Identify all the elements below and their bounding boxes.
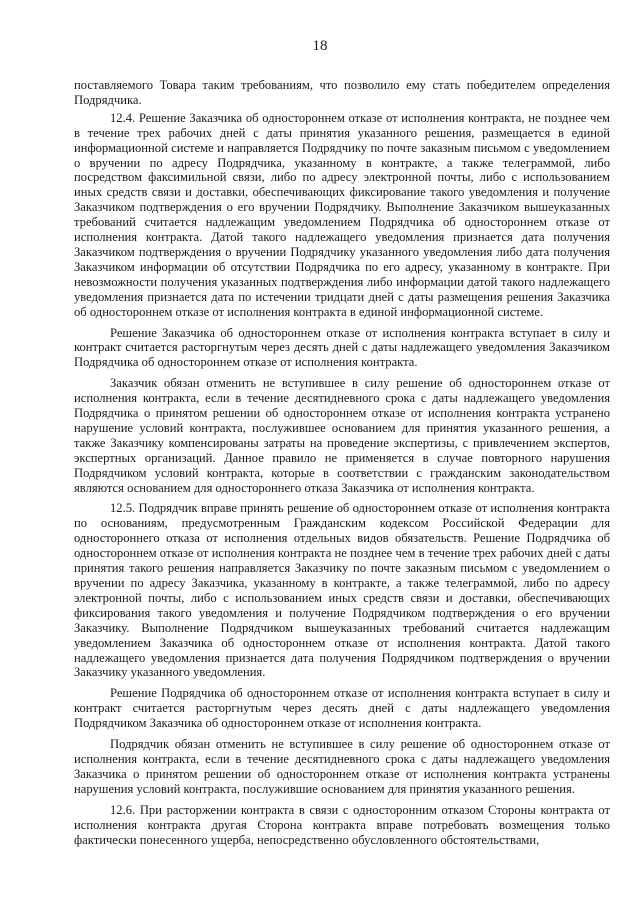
paragraph-contractor-refusal-effect: Решение Подрядчика об одностороннем отказе от исполнения контракта вступает в силу и контракт считается расторгнутым через десять дней с даты надлежащего уведомления Подрядчиком Заказчика об одностороннем отказе от исполнения контракта. [74,686,610,731]
paragraph-contractor-cancel-obligation: Подрядчик обязан отменить не вступившее в силу решение об одностороннем отказе от исполнения контракта, если в течение десятидневного срока с даты надлежащего уведомления Заказчика о принятом решении об одностороннем отказе от исполнения контракта устранены нарушения условий контракта, послужившие основанием для принятия указанного решения. [74,737,610,796]
page-number: 18 [312,38,328,54]
document-body [74,78,610,853]
paragraph-12-5: 12.5. Подрядчик вправе принять решение об одностороннем отказе от исполнения контракта по основаниям, предусмотренным Гражданским кодексом Российской Федерации для одностороннего отказа от исполнения отдельных видов обязательств. Решение Подрядчика об одностороннем отказе от исполнения контракта не позднее чем в течение трех рабочих дней с даты принятия такого решения направляется Заказчику по почте заказным письмом с уведомлением о вручении по адресу Заказчика, указанному в контракте, а также телеграммой, либо по адресу электронной почты, либо с использованием иных средств связи и доставки, обеспечивающих фиксирования такого уведомления и получение Подрядчиком подтверждения о его вручении Заказчику. Выполнение Подрядчиком вышеуказанных требований считается надлежащим уведомлением Заказчика об одностороннем отказе от исполнения контракта. Датой такого надлежащего уведомления признается дата получения Подрядчиком подтверждения о вручении Заказчику указанного уведомления. [74,501,610,680]
paragraph-continuation: поставляемого Товара таким требованиям, что позволило ему стать победителем определения Подрядчика. [74,78,610,107]
paragraph-12-4: 12.4. Решение Заказчика об одностороннем отказе от исполнения контракта, не позднее чем в течение трех рабочих дней с даты принятия указанного решения, размещается в единой информационной системе и направляется Подрядчику по почте заказным письмом с уведомлением о вручении по адресу Подрядчика, указанному в контракте, а также телеграммой, либо посредством факсимильной связи, либо по адресу электронной почты, либо с использованием иных средств связи и доставки, обеспечивающих фиксирование такого уведомления и получение Заказчиком подтверждения о его вручении Подрядчику. Выполнение Заказчиком вышеуказанных требований считается надлежащим уведомлением Подрядчика об одностороннем отказе от исполнения контракта. Датой такого надлежащего уведомления признается дата получения Заказчиком подтверждения о вручении Подрядчику указанного уведомления либо дата получения Заказчиком информации об отсутствии Подрядчика по его адресу, указанному в контракте. При невозможности получения указанных подтверждения либо информации датой такого надлежащего уведомления признается дата по истечении тридцати дней с даты размещения решения Заказчика об одностороннем отказе от исполнения контракта в единой информационной системе. [74,110,610,319]
paragraph-customer-cancel-obligation: Заказчик обязан отменить не вступившее в силу решение об одностороннем отказе от исполнения контракта, если в течение десятидневного срока с даты надлежащего уведомления Подрядчика о принятом решении об одностороннем отказе от исполнения контракта устранено нарушение условий контракта, послужившее основанием для принятия указанного решения, а также Заказчику компенсированы затраты на проведение экспертизы, с привлечением экспертов, экспертных организаций. Данное правило не применяется в случае повторного нарушения Подрядчиком условий контракта, которые в соответствии с гражданским законодательством являются основанием для одностороннего отказа Заказчика от исполнения контракта. [74,376,610,495]
paragraph-12-6: 12.6. При расторжении контракта в связи с односторонним отказом Стороны контракта от исполнения контракта другая Сторона контракта вправе потребовать возмещения только фактически понесенного ущерба, непосредственно обусловленного обстоятельствами, [74,802,610,847]
paragraph-customer-refusal-effect: Решение Заказчика об одностороннем отказе от исполнения контракта вступает в силу и контракт считается расторгнутым через десять дней с даты надлежащего уведомления Заказчиком Подрядчика об одностороннем отказе от исполнения контракта. [74,325,610,370]
